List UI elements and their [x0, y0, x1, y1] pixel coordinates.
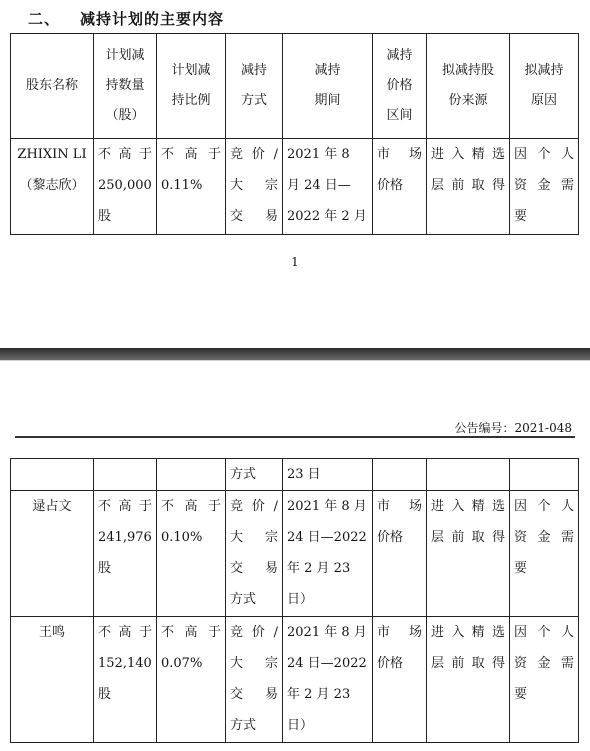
planned-ratio-cell	[157, 139, 226, 235]
cell-line: 2021 年 8 月	[287, 625, 367, 640]
cell-line: 交 易	[230, 209, 278, 224]
cell-line: 交 易	[230, 687, 278, 702]
cell-line: 月 24 日—	[287, 178, 351, 193]
planned-quantity-cell	[94, 459, 157, 491]
cell-line: 0.11%	[161, 178, 203, 193]
header-cell: 拟减持股 份来源	[427, 34, 510, 139]
cell-line: 0.07%	[161, 656, 203, 671]
cell-line: 逯占文	[32, 499, 72, 514]
cell-line: 因个人	[514, 625, 574, 640]
cell-line: 日）	[287, 718, 314, 733]
cell-line	[514, 459, 574, 490]
cell-line: 要	[514, 561, 528, 576]
header-cell: 计划减 持数量 （股）	[94, 34, 157, 139]
section-number: 二、	[28, 10, 61, 28]
cell-line: 市 场	[377, 147, 422, 162]
table-row	[11, 139, 579, 235]
planned-quantity-cell	[94, 617, 157, 743]
shareholder-name-cell	[11, 459, 94, 491]
reduction-method-cell	[226, 139, 283, 235]
reduction-method-cell	[226, 617, 283, 743]
cell-line	[98, 459, 152, 490]
header-cell: 减持 期间	[283, 34, 373, 139]
cell-line: 因个人	[514, 499, 574, 514]
cell-line: 资金需	[514, 656, 574, 671]
table-row	[11, 491, 579, 617]
share-source-cell	[427, 139, 510, 235]
share-source-cell	[427, 459, 510, 491]
cell-line: 资金需	[514, 530, 574, 545]
section-title: 减持计划的主要内容	[80, 10, 225, 28]
reduction-period-cell	[283, 139, 373, 235]
cell-line: 市 场	[377, 499, 422, 514]
cell-line: 要	[514, 687, 528, 702]
cell-line: 资金需	[514, 178, 574, 193]
cell-line: 不高于	[161, 147, 221, 162]
cell-line: ZHIXIN LI	[17, 147, 87, 162]
reduction-reason-cell	[510, 617, 579, 743]
cell-line: 0.10%	[161, 530, 203, 545]
cell-line: 进入精选	[431, 499, 505, 514]
planned-ratio-cell	[157, 459, 226, 491]
price-range-cell	[373, 139, 427, 235]
reduction-plan-table-page2	[10, 458, 579, 743]
cell-line: 方式	[230, 718, 257, 733]
cell-line: 年 2 月 23	[287, 561, 351, 576]
announcement-number: 公告编号：2021-048	[454, 421, 572, 435]
reduction-method-cell	[226, 491, 283, 617]
cell-line	[377, 459, 422, 490]
header-cell: 计划减 持比例	[157, 34, 226, 139]
reduction-method-cell	[226, 459, 283, 491]
cell-line: 2021 年 8 月	[287, 499, 367, 514]
reduction-period-cell	[283, 617, 373, 743]
cell-line: 价格	[377, 656, 404, 671]
cell-line: 要	[514, 209, 528, 224]
cell-line: 因个人	[514, 147, 574, 162]
page-separator	[0, 348, 590, 360]
cell-line: 层前取得	[431, 178, 505, 193]
reduction-period-cell	[283, 491, 373, 617]
cell-line: 市 场	[377, 625, 422, 640]
planned-ratio-cell	[157, 617, 226, 743]
cell-line	[15, 459, 89, 490]
cell-line: 层前取得	[431, 656, 505, 671]
header-cell: 股东名称	[11, 34, 94, 139]
price-range-cell	[373, 491, 427, 617]
cell-line: 方式	[230, 467, 257, 482]
table-header-row	[11, 34, 579, 139]
cell-line: 进入精选	[431, 625, 505, 640]
cell-line	[161, 459, 221, 490]
reduction-reason-cell	[510, 139, 579, 235]
cell-line: 股	[98, 209, 112, 224]
cell-line: 价格	[377, 178, 404, 193]
cell-line: 年 2 月 23	[287, 687, 351, 702]
header-cell: 减持 价格 区间	[373, 34, 427, 139]
reduction-reason-cell	[510, 491, 579, 617]
table-row	[11, 459, 579, 491]
cell-line: 层前取得	[431, 530, 505, 545]
cell-line: 价格	[377, 530, 404, 545]
shareholder-name-cell	[11, 491, 94, 617]
price-range-cell	[373, 617, 427, 743]
section-heading	[28, 8, 224, 29]
table-row	[11, 617, 579, 743]
cell-line: 2022 年 2 月	[287, 209, 367, 224]
cell-line: 24 日—2022	[287, 530, 367, 545]
planned-quantity-cell	[94, 491, 157, 617]
reduction-plan-table-page1	[10, 33, 579, 235]
cell-line: 大 宗	[230, 178, 278, 193]
page-number: 1	[291, 255, 299, 269]
reduction-reason-cell	[510, 459, 579, 491]
cell-line: 不高于	[161, 499, 221, 514]
cell-line: 大 宗	[230, 656, 278, 671]
cell-line: 股	[98, 561, 112, 576]
cell-line: 23 日	[287, 467, 321, 482]
planned-quantity-cell	[94, 139, 157, 235]
cell-line: 日）	[287, 592, 314, 607]
header-rule	[15, 436, 575, 438]
cell-line: 竞价/	[230, 147, 278, 162]
cell-line: 方式	[230, 592, 257, 607]
page-separator-edge	[0, 360, 590, 361]
cell-line: 不高于	[98, 147, 152, 162]
share-source-cell	[427, 491, 510, 617]
cell-line	[431, 459, 505, 490]
cell-line: 王鸣	[38, 625, 65, 640]
cell-line: 大 宗	[230, 530, 278, 545]
cell-line: 不高于	[98, 499, 152, 514]
header-cell: 拟减持 原因	[510, 34, 579, 139]
shareholder-name-cell	[11, 617, 94, 743]
cell-line: 241,976	[98, 530, 152, 545]
cell-line: 2021 年 8	[287, 147, 350, 162]
cell-line: 250,000	[98, 178, 152, 193]
header-cell: 减持 方式	[226, 34, 283, 139]
reduction-period-cell	[283, 459, 373, 491]
planned-ratio-cell	[157, 491, 226, 617]
cell-line: 152,140	[98, 656, 152, 671]
cell-line: 股	[98, 687, 112, 702]
cell-line: 不高于	[161, 625, 221, 640]
cell-line: 交 易	[230, 561, 278, 576]
share-source-cell	[427, 617, 510, 743]
cell-line: 竞价/	[230, 625, 278, 640]
cell-line: 24 日—2022	[287, 656, 367, 671]
cell-line: 竞价/	[230, 499, 278, 514]
cell-line: 不高于	[98, 625, 152, 640]
cell-line: 进入精选	[431, 147, 505, 162]
shareholder-name-cell	[11, 139, 94, 235]
price-range-cell	[373, 459, 427, 491]
cell-line: （黎志欣）	[19, 178, 85, 193]
